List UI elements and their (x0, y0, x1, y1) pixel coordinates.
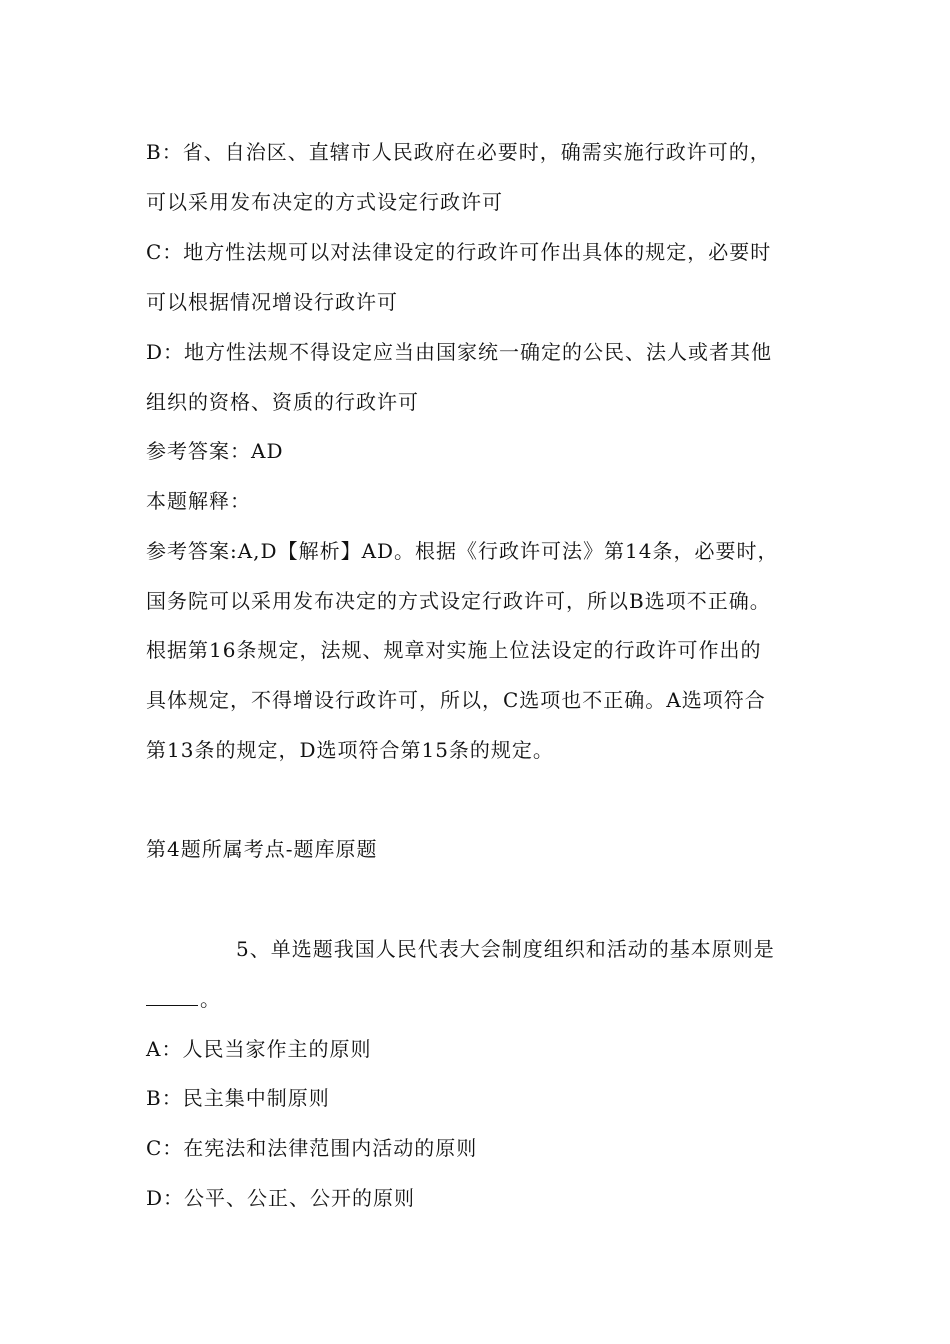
q4-option-d-line2: 组织的资格、资质的行政许可 (146, 390, 419, 414)
q4-explanation-line: 具体规定，不得增设行政许可，所以，C选项也不正确。A选项符合 (146, 688, 766, 712)
q4-answer: 参考答案：AD (146, 439, 284, 463)
q4-option-b-line1: B：省、自治区、直辖市人民政府在必要时，确需实施行政许可的， (146, 140, 771, 164)
q4-explanation-line: 第13条的规定，D选项符合第15条的规定。 (146, 738, 554, 762)
q4-explanation-heading: 本题解释： (146, 489, 251, 513)
q4-option-b-line2: 可以采用发布决定的方式设定行政许可 (146, 190, 503, 214)
q4-option-c-line2: 可以根据情况增设行政许可 (146, 290, 398, 314)
answer-blank (146, 987, 198, 1006)
q5-option-b: B：民主集中制原则 (146, 1086, 330, 1110)
q4-explanation-line: 根据第16条规定，法规、规章对实施上位法设定的行政许可作出的 (146, 638, 762, 662)
q4-option-d-line1: D：地方性法规不得设定应当由国家统一确定的公民、法人或者其他 (146, 340, 773, 364)
q5-stem-line2 (146, 986, 221, 1012)
q4-explanation-line: 国务院可以采用发布决定的方式设定行政许可，所以B选项不正确。 (146, 589, 771, 613)
q5-stem-period: 。 (200, 987, 221, 1011)
q5-stem-line1: 5、单选题我国人民代表大会制度组织和活动的基本原则是 (236, 937, 775, 961)
q5-option-d: D：公平、公正、公开的原则 (146, 1186, 416, 1210)
q5-option-a: A：人民当家作主的原则 (146, 1037, 372, 1061)
q4-option-c-line1: C：地方性法规可以对法律设定的行政许可作出具体的规定，必要时 (146, 240, 772, 264)
q5-option-c: C：在宪法和法律范围内活动的原则 (146, 1136, 478, 1160)
q4-topic-note: 第4题所属考点-题库原题 (146, 837, 378, 861)
q4-explanation-line: 参考答案:A,D【解析】AD。根据《行政许可法》第14条，必要时， (146, 539, 779, 563)
